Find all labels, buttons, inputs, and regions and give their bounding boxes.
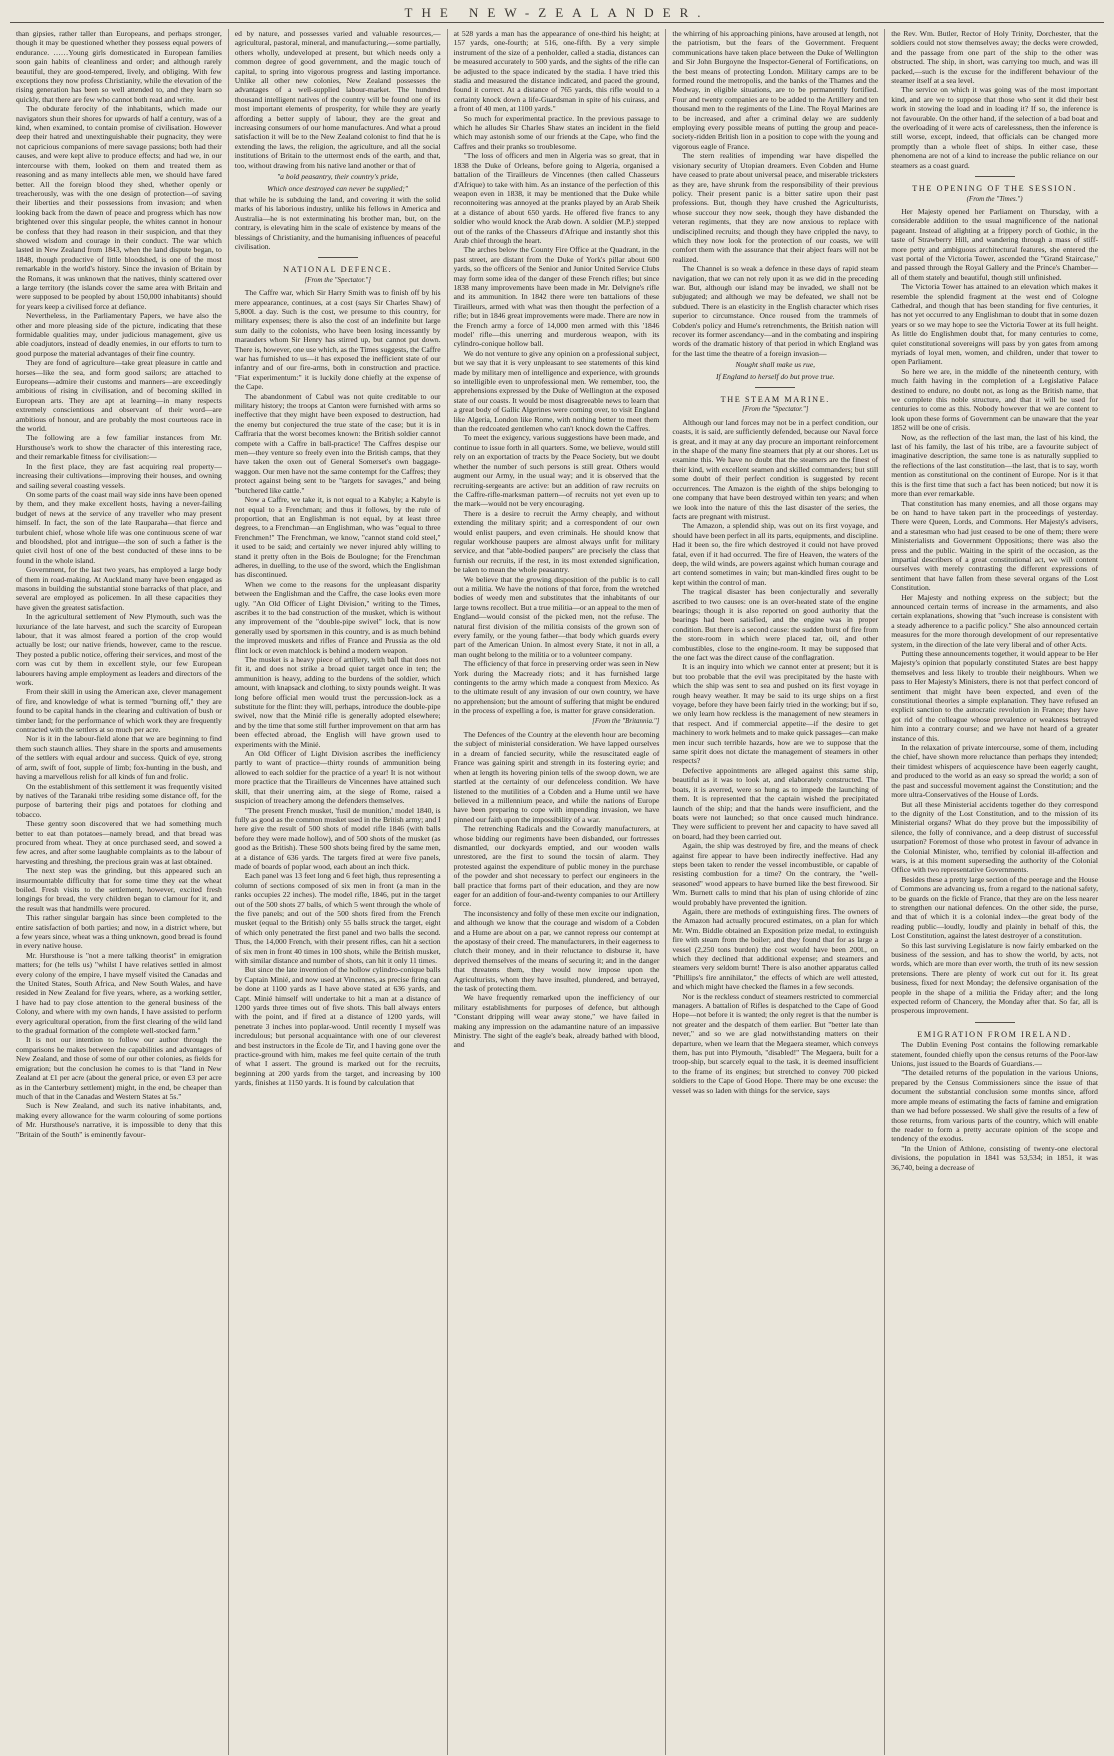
article-paragraph: Besides these a pretty large section of the peerage and the House of Commons are advancing us, from a regard to the national safety, to be guards on the fickle of France, that they are on the less nearer to strengthen our national defences. On the other side, the purse, and that of which it is a colonial index—the great body of the reading public—loudly, loudly and plainly in behalf of this, the Lost Constitution, against the latest destroyer of a constitution.	[891, 874, 1098, 941]
source-attribution: [From the "Spectator."]	[304, 275, 371, 284]
section-divider	[755, 387, 795, 388]
article-paragraph: The next step was the grinding, but this appeared such an insurmountable difficulty that for some time they eat the wheat boiled. Fresh visits to the settlement, however, excited fresh longings for bread, the very children began to clamour for it, and the result was that handmills were procured.	[16, 866, 222, 913]
article-paragraph: The tragical disaster has been conjecturally and severally ascribed to two causes: one is an over-heated state of the engine bearings; though it is also reported on good authority that the bearings had been satisfied, and the engine was in proper condition. But there is a second cause: the sudden burst of fire from the store-room in which were placed tar, oil, and other combustibles, close to the engine-room. It may be supposed that the one fact was the direct cause of the conflagration.	[672, 587, 879, 662]
article-paragraph: But since the late invention of the hollow cylindro-conique balls by Captain Minié, and now used at Vincennes, as precise firing can be done at 1100 yards as I have above stated at 636 yards, and Capt. Minié himself will undertake to hit a man at a distance of 1200 yards three times out of five shots. This ball always enters with the point, and if fired at a distance of 1200 yards, will penetrate 3 inches into poplar-wood. Until recently I myself was incredulous; but personal acquaintance with one of our cleverest and best instructors in the École de Tir, and I having gone over the practice-ground with him, makes me feel quite certain of the truth of what I assert. The ground is marked out for the recruits, beginning at 200 yards from the target, and increasing by 100 yards, finishes at 1150 yards. It is found by calculation that	[234, 965, 441, 1088]
article-paragraph: In the first place, they are fast acquiring real property—increasing their cultivations—improving their houses, and owning and sailing several coasting vessels.	[16, 461, 222, 490]
section-heading: THE STEAM MARINE.	[720, 395, 830, 405]
article-paragraph: Government, for the last two years, has employed a large body of them in road-making. At Auckland many have been engaged as masons in building the substantial stone barracks of that place, and several are employed as policemen. In all these capacities they have given the greatest satisfaction.	[16, 565, 222, 612]
article-paragraph: Each panel was 13 feet long and 6 feet high, thus representing a column of sections composed of six men in front (a man in the ranks occupies 22 inches). The model rifle, 1846, put in the target out of the 500 shots 27 balls, of which 5 went through the whole of the five panels; and out of the 500 shots fired from the French musket (equal to the British) only 55 balls struck the target, eight of which only penetrated the first panel and two balls the second. Thus, the 14,000 French, with their present rifles, can hit a section of six men in front 40 times in 100 shots, while the British musket, with similar distance and number of shots, can hit it only 11 times.	[234, 871, 441, 965]
masthead-title: THE NEW-ZEALANDER.	[404, 5, 710, 20]
column-4	[666, 29, 885, 1755]
article-paragraph: The obdurate ferocity of the inhabitants, which made our navigators shun their shores for upwards of half a century, was of a kind, when examined, to contain promise of civilisation. However deep their hatred and unextinguishable their pugnacity, they were not capricious companions of mere savage passions; both had their causes, and were kept alive to produce effects; and had we, in our intercourse with them, looked on them and treated them as reasoning and as many intellects able men, we should have fared better. All the foreign blood they shed, whether openly or treacherously, was with the one design of protection—of saving their liberties and their possessions from invasion; and when looking back from the dawn of peace and progress which has now brightened over this singular people, the whites cannot in honour be confess that they had reason in their suspicion, and that they showed wisdom and courage in their conduct. The war which lasted in New Zealand from 1843, when the land dispute began, to 1848, though productive of little bloodshed, is one of the most remarkable in the world's history. Since the invasion of Britain by the Romans, it was unknown that the natives, thinly scattered over a large territory (the islands cover the same area with Britain and were supposed to be peopled by about 150,000 inhabitants) should for years keep a civilised force at defiance.	[16, 104, 222, 311]
article-paragraph: That constitution has many enemies, and all those organs may be on hand to have taken part in the proceedings of yesterday. There were Queen, Lords, and Commons. Her Majesty's advisers, and a statesman who had just ceased to be one of them; there were Ministerialists and Government Oppositions; there was also the press and the public. Waiting in the spirit of the occasion, as the impartial describers of a great constitutional act, we will content ourselves with merely contrasting the different expressions of sentiment that have fallen from these several organs of the Lost Constitution.	[891, 498, 1098, 593]
article-paragraph: The musket is a heavy piece of artillery, with ball that does not fit it, and does not strike a broad quiet target once in ten; the ammunition is heavy, adding to the burdens of the soldier, which amount, with knapsack and clothing, to sixty pounds weight. It was long before official men would trust the percussion-lock as a substitute for the flint: they will, perhaps, introduce the double-pipe swivel, now that the Minié rifle is generally adopted elsewhere; and by the time that some still further improvement on that arm has been effected abroad, the English will have grown used to experiments with the Minié.	[234, 655, 441, 749]
article-paragraph: Nor is it in the labour-field alone that we are beginning to find them such staunch allies. They share in the sports and amusements of the settlers with equal ardour and success. Quick of eye, strong of arm, swift of foot, supple of limb; fox-hunting in the bush, and having a marvellous relish for all kinds of fun and frolic.	[16, 734, 222, 782]
verse-line: If England to herself do but prove true.	[715, 371, 835, 381]
column-1	[10, 29, 229, 1755]
section-heading: THE OPENING OF THE SESSION.	[912, 184, 1077, 194]
article-paragraph: When we come to the reasons for the unpleasant disparity between the Englishman and the Caffre, the case looks even more ugly. "An Old Officer of Light Division," writing to the Times, ascribes it to the bad construction of the musket, which is without any improvement of the "double-pipe swivel" lock, that is now generally used by sportsmen in this country, and is as much behind the improved muskets and rifles of France and Prussia as the old flint lock or even matchlock is behind a modern weapon.	[234, 579, 441, 655]
article-paragraph: So here we are, in the middle of the nineteenth century, with much faith having in the completion of a Legislative Palace destined to endure, no doubt not, as long as the British name, that we complete this noble structure, and that it will be used for centuries to come as this. Nobody however that we are content to look upon these forms of Government can be unaware that the year 1852 will be one of crisis.	[891, 366, 1098, 433]
article-paragraph: To meet the exigency, various suggestions have been made, and continue to issue forth in all quarters. Some, we believe, would still rely on an exportation of tracts by the Peace Society, but we doubt whether the number of such persons is still great. Others would augment our Army, in the usual way; and it is observed that the recruiting-sergeants are active: but an addition of raw recruits on the Caffre-rifle-marksman pattern—of recruits not yet even up to the mark—would not be very encouraging.	[453, 433, 660, 509]
article-paragraph: The arches below the County Fire Office at the Quadrant, in the past street, are distant from the Duke of York's pillar about 600 yards, so the officers of the Senior and Junior United Service Clubs may form some idea of the danger of these French rifles; but since 1838 many improvements have been made in Mr. Delvigne's rifle and its ammunition. In 1842 there were ten battalions of these Tirailleurs, armed with what was then thought the perfection of a rifle; but in 1846 great improvements were made. There are now in the French army a force of 14,000 men armed with this '1846 model' rifle—this unerring and murderous weapon, with its cylindro-conique hollow ball.	[453, 245, 660, 349]
article-paragraph: In the agricultural settlement of New Plymouth, such was the luxuriance of the late harvest, and such the scarcity of European labour, that it was almost feared a portion of the crop would actually be lost; our native friends, however, came to the rescue. They posted a public notice, offering their services, and most of the corn was cut by them in excellent style, our few European labourers having ample employment as leaders and directors of the work.	[16, 612, 222, 688]
article-paragraph: An Old Officer of Light Division ascribes the inefficiency partly to want of practice—thirty rounds of ammunition being allowed to each soldier for the practice of a year! It is not without more practice that the Tirailleurs de Vincennes have attained such skill, that their unerring aim, at the siege of Rome, raised a suspicion of treachery among the defenders themselves.	[234, 749, 441, 806]
column-5	[885, 29, 1104, 1755]
article-paragraph: Her Majesty and nothing express on the subject; but the announced certain terms of increase in the armaments, and also certain explanations, showing that "such increase is consistent with a steady adherence to a pacific policy." She also announced certain measures for the more thorough development of our representative system, in the direction of the late very liberal and of other Acts.	[891, 592, 1098, 649]
article-paragraph: Such is New Zealand, and such its native inhabitants, and, making every allowance for the warm colouring of some portions of Mr. Hursthouse's narrative, it is impossible to deny that this "Britain of the South" is eminently favour-	[16, 1101, 222, 1139]
article-paragraph: Now a Caffre, we take it, is not equal to a Kabyle; a Kabyle is not equal to a Frenchman; and thus it follows, by the rule of proportion, that an Englishman is not equal, by at least three degrees, to a Frenchman—an Englishman, who was "equal to three Frenchmen!" The Frenchman, we know, "cannot stand cold steel," it used to be said; and certainly we never injured ably willing to stand it pretty often in the Bois de Boulogne; for the Frenchman adheres, in duelling, to the use of the sword, which the Englishman has discontinued.	[234, 495, 441, 580]
article-paragraph: Putting these announcements together, it would appear to be Her Majesty's opinion that popularly constituted States are best happy themselves and less likely to trouble their neighbours. When we pass to Her Majesty's Ministers, there is not that perfect concord of sentiment that might have been expected, and even of the constitutional theories a simple explanation. They have refused an explicit sanction to the autocratic revolution in France; they have got rid of the colleague whose prevalence or weakness betrayed him into a contrary course; and we have not heard of a greater instance of this.	[891, 649, 1098, 743]
article-paragraph: at 528 yards a man has the appearance of one-third his height; at 157 yards, one-fourth; at 516, one-fifth. By a very simple instrument of the size of a penholder, called a stadia, distances can be measured accurately to 500 yards, and the sights of the rifle can be adjusted to the space indicated by the stadia. I have tried this stadia and measured the distance indicated, and paced the ground, found it correct. At a distance of 765 yards, this rifle would to a certainty knock down a life-Guardsman in spite of his cuirass, and a front of 40 men, at 1100 yards."	[453, 29, 660, 114]
article-paragraph: From their skill in using the American axe, clever management of fire, and knowledge of what is termed "burning off," they are found to be capital hands in the clearing and cultivation of bush or timber land; for the performance of which work they are frequently contracted with the settlers at so much per acre.	[16, 687, 222, 735]
article-paragraph: The stern realities of impending war have dispelled the visionary security of Utopian dreamers. Even Cobden and Hume have ceased to prate about universal peace, and miserable tricksters as they are, have shrunk from the responsibility of their previous policy. Their present panic is a bitter satire upon their past professions. But, though they have crushed the Agriculturists, whose succour they now seek, though they have disbanded the veteran regiments, that they are now anxious to replace with undisciplined recruits; and though they have crippled the navy, to which they now look for the protection of our coasts, we will comfort them with the assurance that their abject fears will not be realized.	[672, 151, 879, 264]
article-paragraph: The Defences of the Country at the eleventh hour are becoming the subject of ministerial consideration. We have lapped ourselves in a dream of fancied security, while the resuscitated eagle of France was gaining spirit and strength in its fostering eyrie; and when at length its hovering pinion tells of the swoop down, we are startled at the certainty of our defenceless condition. We have listened to the mutilities of a Cobden and a Hume until we have believed in a millennium peace, and while the nations of Europe have been preparing to cope with impending invasion, we have pinned our faith upon the impossibility of a war.	[453, 730, 660, 824]
article-paragraph: It is an inquiry into which we cannot enter at present; but it is but too probable that the evil was precipitated by the haste with which the ship was sent to sea and pushed on its first voyage in rough heavy weather. It may be said to its urge ships on a first voyage, before they have been fairly tried in the working; but if so, we only learn how reckless is the management of new steamers in that respect. And if commercial appetite—if the desire to get machinery to work helmets and to make quick passages—can make men incur such terrible hazards, how are we to suppose that the same spirit does not dictate the management of steamers in other respects?	[672, 662, 879, 766]
article-paragraph: Nor is the reckless conduct of steamers restricted to commercial managers. A battalion of Rifles is despatched to the Cape of Good Hope—not before it is wanted; the only regret is that the number is not greater and the despatch of them earlier. But "better late than never," and so we are glad notwithstanding matters on their departure, when we learn that the Megaera steamer, which conveys them, has put into Plymouth, "disabled!" The Megaera, built for a troop-ship, but scarcely equal to the task, it is deemed insufficient to the frame of its engines; but stretched to convey 700 picked soldiers to the Cape of Good Hope. There may be one excuse: the vessel was so laden with things for the service, says	[672, 991, 879, 1095]
verse-line: Nought shall make us rue,	[735, 360, 816, 370]
article-paragraph: that while he is subduing the land, and covering it with the solid marks of his laborious industry, unlike his fellows in America and Australia—he is not exterminating his brother man, but, on the contrary, is elevating him in the scale of existence by means of the blessings of Christianity, and the humanising influences of peaceful civilisation.	[234, 194, 441, 251]
column-container	[10, 29, 1104, 1755]
article-paragraph: "The loss of officers and men in Algeria was so great, that in 1838 the Duke of Orleans, before going to Algeria, organised a battalion of the Tirailleurs de Vincennes (then called Chasseurs d'Afrique) to take with him. As an instance of the perfection of this weapon even in 1838, it may be mentioned that the Duke while reconnoitering was annoyed at the pranks played by an Arab Sheik at a distance of about 650 yards. He offered five francs to any soldier who would knock the Arab down. A soldier (M.P.) stepped out of the ranks of the Chasseurs d'Afrique and instantly shot this Arab chief through the heart.	[453, 151, 660, 245]
article-paragraph: The following are a few familiar instances from Mr. Hursthouse's work to show the character of this interesting race, and their remarkable fitness for civilisation:—	[16, 433, 222, 462]
article-paragraph: The Caffre war, which Sir Harry Smith was to finish off by his mere appearance, continues, at a cost (says Sir Charles Shaw) of 5,800l. a day. Such is the cost, we presume to this country, for military expenses; there is also the cost of an indefinite but large sum daily to the colonists, who have been losing incessantly by marauders whom Sir Henry has stirred up, but cannot put down. There is, however, one use which, as the Times suggests, the Caffre war has furnished to us—it has exposed the inefficient state of our infantry and of our fire-arms, both in construction and practice. "Fiat experimentum:" it is luckily done chiefly at the expense of the Cape.	[234, 288, 441, 392]
article-paragraph: "In the Union of Athlone, consisting of twenty-one electoral divisions, the population in 1841 was 53,534; in 1851, it was 36,740, being a decrease of	[891, 1143, 1098, 1172]
article-paragraph: The retrenching Radicals and the Cowardly manufacturers, at whose bidding our regiments have been disbanded, our fortresses dismantled, our dockyards emptied, and our wooden walls unrestored, are the first to sound the tocsin of alarm. They protested against the expenditure of public money in the purchase of the powder and shot necessary to perfect our engineers in the ball practice that forms part of their education, and they are now eager for an addition of four-and-twenty companies to our Artillery force.	[453, 824, 660, 909]
article-paragraph: These gentry soon discovered that we had something much better to eat than potatoes—namely bread, and that bread was procured from wheat. They at once purchased seed, and sowed a few acres, and after some laughable complaints as to the labour of harvesting and threshing, the precious grain was at last obtained.	[16, 819, 222, 866]
article-paragraph: This rather singular bargain has since been completed to the entire satisfaction of both parties; and now, in a district where, but a few years since, wheat was a thing unknown, good bread is found in every native house.	[16, 913, 222, 951]
article-paragraph: "The present French musket, 'fusil de munition,' model 1840, is fully as good as the common musket used in the British army; and I here give the result of 500 shots of model rifle 1846 (with balls before they were made hollow), and of 500 shots of the musket (as good as the British). These 500 shots being fired by the same men, at a distance of 636 yards. The targets fired at were five panels, made of boards of poplar wood, each about an inch thick.	[234, 805, 441, 871]
article-paragraph: So this last surviving Legislature is now fairly embarked on the business of the session, and has to show the world, by acts, not words, which are more than ever worth, the truth of its new session pretensions. There are plenty of work cut out for it. Its great business, fixed for next Monday; the defensive organisation of the people in the shape of a militia the Friday after; and the long expected reform of Chancery, the Monday after that. So far, all is prosperous improvement.	[891, 940, 1098, 1016]
article-paragraph: The Amazon, a splendid ship, was out on its first voyage, and should have been perfect in all its parts, equipments, and discipline. Had it been so, the fire which destroyed it could not have proved fatal, even if it had occurred. The fire of Heaven, the waters of the deep, the wild winds, are powers against which human courage and art contend sometimes in vain; but man-kindled fires ought to be kept within the control of man.	[672, 521, 879, 587]
article-paragraph: the whirring of his approaching pinions, have aroused at length, not the patriotism, but the fears of the Government. Frequent communications have taken place between the Duke of Wellington and Sir John Burgoyne the Inspector-General of Fortifications, on the best means of protecting London. Military camps are to be formed round the metropolis, and the banks of the Thames and the Medway, in eligible situations, are to be permanently fortified. Four and twenty companies are to be added to the Artillery and ten thousand men to the regiments of the Line. The Royal Marines are to be increased, and after a criminal delay we are suddenly employing every possible means of putting the group and peace-society-ridden British lion in a position to cope with the young and vigorous eagle of France.	[672, 29, 879, 151]
source-attribution: [From the "Spectator."]	[742, 405, 809, 414]
article-paragraph: But all these Ministerial accidents together do they correspond to the dignity of the Lost Constitution, and to the mission of its Ministerial organs? What do they prove but the impossibility of silence, the folly of connivance, and a deep distrust of successful usurpation? Foremost of those who protest in favour of advance in the Colonial Minister, who, terrified by colonial ill-affection and wars, is at this moment superseding the authority of the Colonial Office with two representative Governments.	[891, 799, 1098, 875]
article-paragraph: the Rev. Wm. Butler, Rector of Holy Trinity, Dorchester, that the soldiers could not stow themselves away; the decks were crowded, and the passage from one part of the ship to the other was obstructed. The ship, in short, was carrying too much, and was ill packed,—such is the excuse for the indifferent behaviour of the steamer itself at a sea level.	[891, 29, 1098, 86]
article-paragraph: We do not venture to give any opinion on a professional subject, but we say that it is very unpleasant to see statements of this kind made by military men of intelligence and experience, with grounds so intelligible even to unprofessional men. We remember, too, the apprehensions expressed by the Duke of Wellington at the exposed state of our coasts. It would be most disagreeable news to learn that a great body of Gallic Algerines were coming over, to visit England like Algeria, London like Rome, with nothing better to meet them than the redcoated gentlemen who can't knock down the Caffres.	[453, 348, 660, 434]
article-paragraph: Nevertheless, in the Parliamentary Papers, we have also the other and more pleasing side of the picture, indicating that these formidable qualities may, under judicious management, give us able coadjutors, instead of deadly enemies, in our efforts to turn to good purpose the material advantages of their fine country.	[16, 311, 222, 358]
column-2	[229, 29, 448, 1755]
verse-line: Which once destroyed can never be supplied;"	[267, 183, 409, 193]
article-paragraph: On some parts of the coast mail way side inns have been opened by them, and they make excellent hosts, having a never-failing budget of news at the service of any traveller who may present himself. In fact, the son of the late Rauparaha—that fierce and turbulent chief, whose whole life was one continuous scene of war and bloodshed, plot and intrigue—the son of such a father is the quiet civil host of one of the best conducted of these inns to be found in the whole island.	[16, 489, 222, 565]
masthead-rule	[10, 22, 1104, 23]
section-divider	[975, 176, 1015, 177]
article-paragraph: The Victoria Tower has attained to an elevation which makes it resemble the splendid fragment at the west end of Cologne Cathedral, and though that has been standing for five centuries, it has not yet occurred to any Englishman to doubt that in some dozen years or so we may hope to see the Victoria Tower at its full height. As little do Englishmen doubt that, for many centuries to come, quiet constitutional sovereigns will pass by yon gates from among myriads of loyal men, women, and children, under that tower to open Parliament.	[891, 282, 1098, 367]
article-paragraph: Again, there are methods of extinguishing fires. The owners of the Amazon had actually procured estimates, on a plan for which Mr. Wm. Biddle obtained an Exposition prize medal, to extinguish fire with steam from the boiler; and they found that for as large a vessel (2,250 tons burden) the cost would have been 200l., on which they declined that additional expense; and steamers and steamers very seldom burnt! There is also another apparatus called "Phillips's fire annihilator," the effects of which are well attested, and which might have checked the flames in a few seconds.	[672, 906, 879, 992]
article-paragraph: Her Majesty opened her Parliament on Thursday, with a considerable addition to the usual magnificence of the national pageant. Instead of alighting at a frippery porch of Gothic, in the taste of Strawberry Hill, and wandering through a mass of stiff-more petty and ambiguous architectural features, she entered the vast portal of the Victoria Tower, ascended the "Grand Staircase," and passed through the Royal Gallery and the Prince's Chamber—all of them stately and beautiful, though still unfinished.	[891, 206, 1098, 282]
article-paragraph: The abandonment of Cabul was not quite creditable to our military history; the troops at Canton were furnished with arms so ineffective that they might have been exposed to destruction, had the enemy but conjectured the true state of the case; but it is in Caffraria that the worst becomes known: the British soldier cannot compete with a Caffre in ball-practice! The Caffres despise our men—they venture so freely even into the British camps, that they have taken the oxen out of General Somerset's own baggage-waggon. Our men have not the same contempt for the Caffres; they protect against being sent to be "targets for savages," and being "butchered like cattle."	[234, 391, 441, 495]
article-paragraph: ed by nature, and possesses varied and valuable resources,—agricultural, pastoral, mineral, and manufacturing,—some partially, others wholly, undeveloped at present, but which needs only a common degree of good government, and the magic touch of capital, to spring into vigorous progress and lasting importance. Unlike all other new colonies, New Zealand possesses the advantages of a well-supplied labour-market. The hundred thousand intelligent natives of the country will be found one of its most important elements of prosperity, for while they are yearly affording a better supply of labour, they are the great and increasing consumers of our home manufactures. And what a proud satisfaction it will be to the New Zealand colonist to find that he is extending the laws, the religion, the agriculture, and all the social institutions of Britain to the uttermost ends of the earth, and that, too, without drawing from his native land another or that of	[234, 29, 441, 170]
article-paragraph: So much for experimental practice. In the previous passage to which he alludes Sir Charles Shaw states an incident in the field which may astonish some of our friends at the Cape, who find the Caffres and their pranks so troublesome.	[453, 113, 660, 151]
article-paragraph: They are fond of agriculture—take great pleasure in cattle and horses—like the sea, and form good sailors; are attached to Europeans—admire their customs and manners—are exceedingly ambitious of rising in civilisation, and of becoming skilled in European arts. They are apt at learning—in many respects extremely conscientious and observant of their word—are ambitious of honour, and are probably the most courteous race in the world.	[16, 358, 222, 434]
section-divider	[318, 257, 358, 258]
article-paragraph: Mr. Hursthouse is "not a mere talking theorist" in emigration matters; for (he tells us) "whilst I have relatives settled in almost every colony of the empire, I have myself visited the Canadas and the United States, South Africa, and New South Wales, and have resided in New Zealand for five years, where, as a working settler, I have had to pay close attention to the general business of the Colony, and where with my own hands, I have assisted to perform every agricultural operation, from the first clearing of the wild land to the gradual formation of the complete well-stocked farm."	[16, 950, 222, 1036]
article-paragraph: The Dublin Evening Post contains the following remarkable statement, founded chiefly upon the census returns of the Poor-law Unions, just issued to the Boards of Guardians.—	[891, 1040, 1098, 1069]
article-paragraph: Again, the ship was destroyed by fire, and the means of check against fire appear to have been indirectly ineffective. Had any steps been taken to render the vessel incombustible, or capable of resisting combustion for a time? On the contrary, the "well-seasoned" wood appears to have burned like the best firewood. Sir Wm. Burnett calls to mind that his plan of using chloride of zinc would probably have prevented the ignition.	[672, 841, 879, 907]
source-attribution: [From the "Britannia."]	[592, 716, 660, 725]
verse-line: "a bold peasantry, their country's pride,	[276, 172, 399, 182]
section-heading: NATIONAL DEFENCE.	[283, 265, 393, 275]
section-heading: EMIGRATION FROM IRELAND.	[917, 1029, 1072, 1039]
article-paragraph: In the relaxation of private intercourse, some of them, including the chief, have shown more reluctance than perhaps they intended; their timidest whispers of acquiescence have been eagerly caught, and produced to the world as an easy so spread the world; a son of the past and successful movement against the Constitution; and the more ultra-Conservatives of the House of Lords.	[891, 743, 1098, 800]
article-paragraph: It is not our intention to follow our author through the comparisons he makes between the capabilities and advantages of New Zealand, and those of some of our other colonies, as fields for emigration; but the conclusion he comes to is that "land in New Zealand at £1 per acre (about the general price, or even £3 per acre as in the Canterbury settlement) might, in the end, be cheaper than much of that in the Canadas and Western States at 5s."	[16, 1035, 222, 1101]
article-paragraph: The service on which it was going was of the most important kind, and are we to suppose that those who sent it did their best work in stowing the load and in loading it? If so, the inference is not favourable. On the other hand, if the selection of a bad boat and the overloading of it were acts of carelessness, then the inference is still worse, except, indeed, that officials can be changed more promptly than a whole fleet of ships. In either case, these phenomena are not of a kind to increase the public reliance on our steamers as a coast guard.	[891, 85, 1098, 170]
article-paragraph: We have frequently remarked upon the inefficiency of our military establishments for purposes of defence, but although "Constant dripping will wear away stone," we have failed in making any impression on the adamantine nature of an impassive Ministry. The sight of the eagle's beak, already bathed with blood, and	[453, 993, 660, 1050]
section-divider	[975, 1022, 1015, 1023]
article-paragraph: On the establishment of this settlement it was frequently visited by natives of the Taranaki tribe residing some distance off, for the purpose of bartering their pigs and potatoes for clothing and tobacco.	[16, 781, 222, 819]
article-paragraph: The efficiency of that force in preserving order was seen in New York during the Macready riots; and it has furnished large contingents to the army which made a conquest from Mexico. As to the ultimate result of any invasion of our own country, we have no apprehension; but the amount of suffering that might be endured in the process of expelling a foe, is matter for grave consideration.	[453, 659, 660, 716]
article-paragraph: than gipsies, rather taller than Europeans, and perhaps stronger, though it may be questioned whether they possess equal powers of endurance. ……Young girls domesticated in European families soon gain habits of cleanliness and order; and although rarely beautiful, they are good-tempered, lively, and obliging. With few exceptions they now profess Christianity, while the elevation of the rising generation has been so well attended to, and they learn so quickly, that there are few who cannot both read and write.	[16, 29, 222, 104]
article-paragraph: Although our land forces may not be in a perfect condition, our coasts, it is said, are sufficiently defended, because our Naval force is great, and it may at any day procure an important reinforcement in the shape of the many fine steamers that ply at our shores. Let us examine this. We have no doubt that the steamers are the finest of their kind, with excellent seamen and skilled commanders; but still some doubt of their perfect condition is suggested by recent occurrences. The Amazon is the eighth of the ships belonging to one company that have been destroyed within ten years; and when we look into the nature of this the last disaster of the series, the facts are pregnant with mistrust.	[672, 417, 879, 521]
article-paragraph: Defective appointments are alleged against this same ship, beautiful as it was to look at, and elaborately constructed. The boats, it is averred, were so hung as to impede the launching of them. It is represented that the captain wished the precipitated launch of the ship; and that the hands were insufficient, and the boats were not launched; so that once caused much hindrance. They were sufficient to prevent her and capacity to have saved all on board, had they been carried out.	[672, 765, 879, 841]
source-attribution: (From the "Times.")	[966, 194, 1023, 203]
article-paragraph: There is a desire to recruit the Army cheaply, and without extending the military spirit; and a correspondent of our own would enlist paupers, and even criminals. He should know that regular workhouse paupers are almost always unfit for military service, and that "able-bodied paupers" are precisely the class that furnish our recruits, if the rest, in its most extended signification, be taken to mean the whole peasantry.	[453, 508, 660, 575]
article-paragraph: The inconsistency and folly of these men excite our indignation, and although we know that the courage and wisdom of a Cobden and a Hume are about on a par, we cannot repress our contempt at the apostasy of their creed. The manufacturers, in their eagerness to clutch their money, and in their reluctance to disburse it, have deprived themselves of the means of securing it; and in the danger that threatens them, they would now impose upon the Agriculturists, whom they have insulted, plundered, and betrayed, the task of protecting them.	[453, 908, 660, 994]
article-paragraph: "The detailed returns of the population in the various Unions, prepared by the Census Commissioners since the issue of that document the substantial conclusion some months since, afford more ample means of estimating the facts of famine and emigration than we had before possessed. We shall give the results of a few of those returns, from various parts of the country, which will enable the reader to form a pretty accurate opinion of the scope and tendency of the exodus.	[891, 1068, 1098, 1144]
article-paragraph: We believe that the growing disposition of the public is to call out a militia. We have the notions of that force, from the wretched bodies of weedy men and substitutes that the inhabitants of our large towns recollect. But a true militia—or an appeal to the men of England—would consist of the picked men, not the refuse. The natural first division of the militia consists of the grown son of every family, or the young father—that body which guards every part of the American Union. In almost every State, it not in all, a man ought belong to the militia or to a volunteer company.	[453, 574, 660, 659]
column-3	[448, 29, 667, 1755]
article-paragraph: Now, as the reflection of the last man, the last of his kind, the last of his family, the last of his tribe, are a favourite subject of imaginative description, the same tone is as naturally supplied to the reflections of the last constitution—the last, that is to say, worth mention as constitutional on the continent of Europe. Nor is it that this is the first time that such a fact has been noticed; but now it is more than ever remarkable.	[891, 432, 1098, 499]
article-paragraph: The Channel is so weak a defence in these days of rapid steam navigation, that we can not rely upon it as we did in the preceding war. But, although our island may be invaded, we shall not be subjugated; and although we may be defeated, we shall not be subdued. There is an elasticity in the English character which rises superior to circumstance. Once roused from the trammels of Cobden's policy and Hume's retrenchments, the British nation will recover its former ascendancy—and in the combating and inspiring words of the dramatic history of that period in which England was for the last time the theatre of a foreign invasion—	[672, 264, 879, 358]
